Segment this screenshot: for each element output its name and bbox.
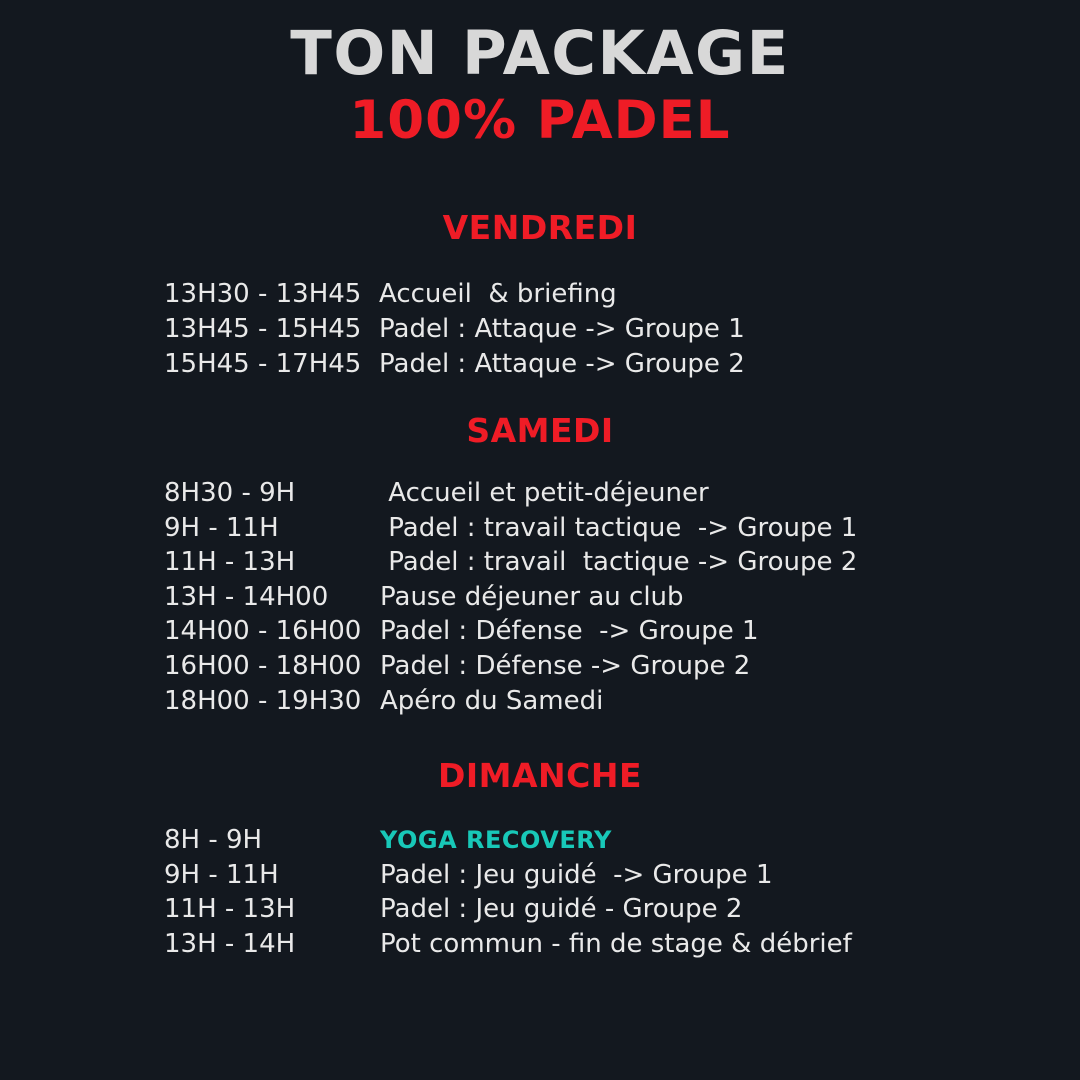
schedule-rows-samedi	[156, 450, 924, 718]
schedule-row	[164, 277, 924, 312]
schedule-row	[164, 858, 924, 893]
row-label: Padel : Défense -> Groupe 2	[380, 650, 751, 681]
row-label: Padel : Défense -> Groupe 1	[380, 616, 759, 647]
schedule-row	[164, 476, 924, 511]
schedule-row	[164, 614, 924, 649]
row-label: Padel : Jeu guidé - Groupe 2	[380, 894, 743, 925]
row-label: Pot commun - fin de stage & débrief	[380, 928, 852, 959]
poster-header	[0, 0, 1080, 150]
schedule-row	[164, 892, 924, 927]
row-time: 14H00 - 16H00	[164, 616, 362, 647]
day-section-vendredi	[0, 208, 1080, 381]
row-time: 8H30 - 9H	[164, 478, 296, 509]
row-time: 13H30 - 13H45	[164, 279, 362, 310]
row-label: Padel : Jeu guidé -> Groupe 1	[380, 859, 773, 890]
schedule-row	[164, 545, 924, 580]
schedule-row	[164, 823, 924, 858]
row-label: Pause déjeuner au club	[380, 581, 684, 612]
day-heading-vendredi: VENDREDI	[442, 208, 638, 248]
row-time: 9H - 11H	[164, 512, 279, 543]
row-label: Apéro du Samedi	[380, 685, 604, 716]
day-heading-dimanche: DIMANCHE	[437, 756, 643, 796]
row-time: 15H45 - 17H45	[164, 348, 362, 379]
row-label: Padel : Attaque -> Groupe 2	[379, 348, 745, 379]
schedule-row	[164, 927, 924, 962]
schedule-row	[164, 649, 924, 684]
day-heading-samedi: SAMEDI	[466, 411, 614, 451]
row-label: Accueil & briefing	[379, 279, 617, 310]
row-label: Padel : Attaque -> Groupe 1	[379, 313, 745, 344]
row-time: 13H - 14H00	[164, 581, 329, 612]
schedule-rows-vendredi	[156, 247, 924, 381]
schedule-row	[164, 347, 924, 382]
page-subtitle: 100% PADEL	[349, 90, 731, 152]
row-time: 13H - 14H	[164, 928, 296, 959]
page-title: TON PACKAGE	[290, 18, 790, 89]
schedule-rows-dimanche	[156, 795, 924, 961]
row-label-highlight: YOGA RECOVERY	[380, 826, 612, 855]
row-time: 9H - 11H	[164, 859, 279, 890]
day-section-samedi	[0, 411, 1080, 718]
schedule-row	[164, 511, 924, 546]
row-label: Padel : travail tactique -> Groupe 2	[380, 547, 858, 578]
day-section-dimanche	[0, 756, 1080, 961]
row-time: 16H00 - 18H00	[164, 650, 362, 681]
row-label: Accueil et petit-déjeuner	[380, 478, 709, 509]
row-time: 18H00 - 19H30	[164, 685, 362, 716]
schedule-row	[164, 312, 924, 347]
row-time: 11H - 13H	[164, 894, 296, 925]
row-time: 8H - 9H	[164, 825, 263, 856]
schedule-row	[164, 684, 924, 719]
row-time: 13H45 - 15H45	[164, 313, 362, 344]
schedule-row	[164, 580, 924, 615]
row-label: Padel : travail tactique -> Groupe 1	[380, 512, 858, 543]
row-time: 11H - 13H	[164, 547, 296, 578]
